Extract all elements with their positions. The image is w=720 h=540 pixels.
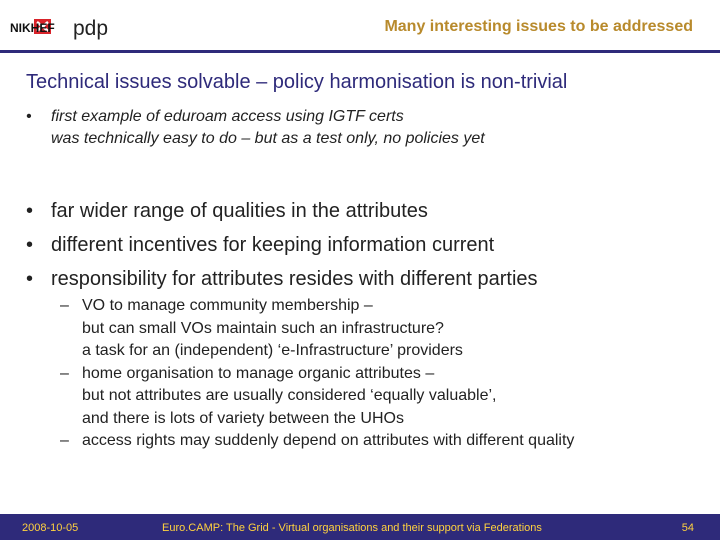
dash-line: and there is lots of variety between the UHOs — [82, 409, 404, 427]
footer-date: 2008-10-05 — [22, 522, 79, 534]
bullet-mark: • — [26, 200, 34, 222]
list-item — [26, 194, 716, 228]
section-heading: Technical issues solvable – policy harmonisation is non-trivial — [26, 71, 568, 93]
footer-title: Euro.CAMP: The Grid - Virtual organisations and their support via Federations — [162, 522, 542, 534]
dash-line: home organisation to manage organic attributes – — [82, 364, 435, 382]
header-divider — [0, 50, 720, 53]
dash-mark: – — [60, 432, 69, 449]
bullet-text: far wider range of qualities in the attributes — [51, 200, 428, 222]
main-bullet-list — [26, 194, 716, 296]
dash-line: a task for an (independent) ‘e-Infrastructure’ providers — [82, 342, 463, 359]
dash-line: VO to manage community membership – — [82, 297, 373, 314]
dash-mark: – — [60, 297, 69, 314]
sub-bullet-line: first example of eduroam access using IGTF certs — [51, 108, 404, 125]
bullet-mark: • — [26, 108, 32, 125]
slide-title: Many interesting issues to be addressed — [384, 18, 693, 35]
bullet-mark: • — [26, 234, 34, 256]
bullet-text: different incentives for keeping information current — [51, 234, 495, 256]
dash-line: but not attributes are usually considered ‘equally valuable’, — [82, 387, 497, 404]
dash-line: access rights may suddenly depend on attributes with different quality — [82, 432, 575, 449]
list-item — [60, 295, 710, 363]
footer-bar — [0, 514, 720, 540]
logo-right-text: pdp — [73, 17, 109, 40]
list-item — [26, 228, 716, 262]
logo-left-text: NIKHEF — [10, 21, 55, 35]
dash-mark: – — [60, 364, 69, 382]
list-item — [60, 430, 710, 453]
dash-line: but can small VOs maintain such an infrastructure? — [82, 319, 444, 337]
bullet-mark: • — [26, 268, 34, 290]
list-item — [26, 262, 716, 296]
dash-list — [60, 295, 710, 453]
bullet-text: responsibility for attributes resides with different parties — [51, 268, 538, 290]
sub-bullet — [26, 106, 706, 150]
page-number: 54 — [681, 522, 694, 534]
nikhef-pdp-logo — [10, 8, 114, 46]
list-item — [60, 363, 710, 431]
sub-bullet-line: was technically easy to do – but as a test only, no policies yet — [51, 130, 485, 147]
